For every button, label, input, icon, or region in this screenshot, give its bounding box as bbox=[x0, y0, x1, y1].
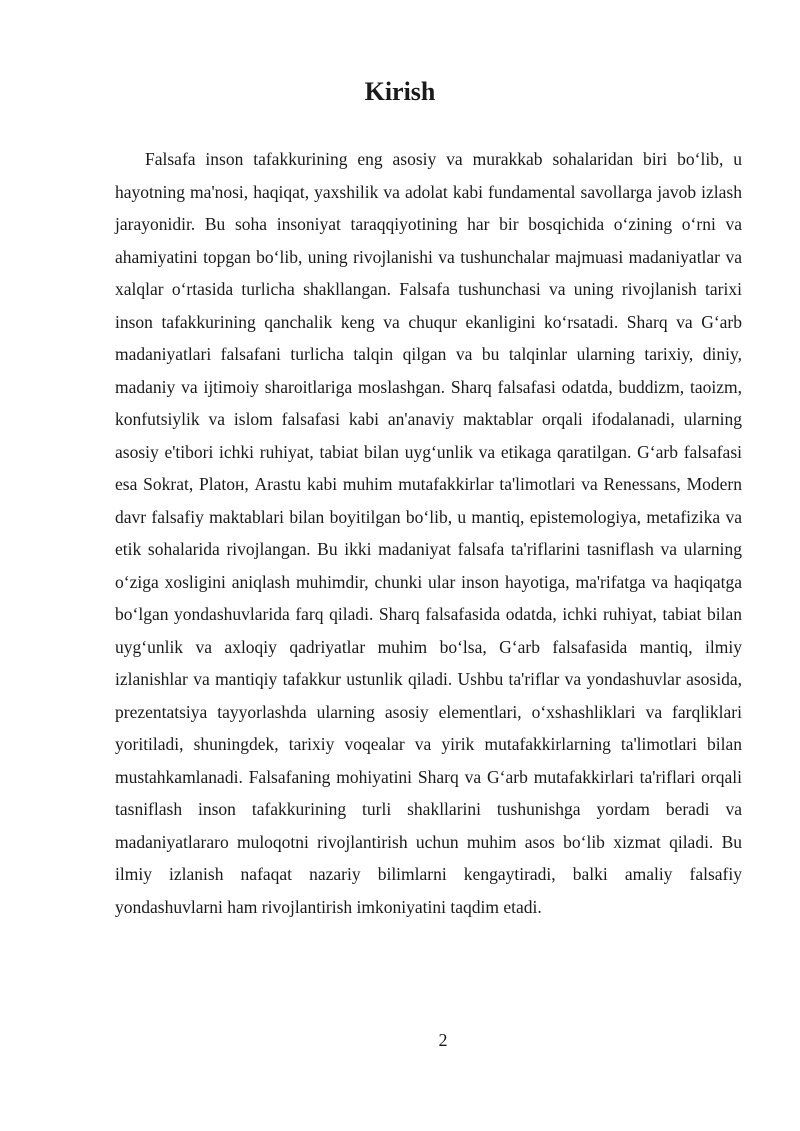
page-number: 2 bbox=[438, 1030, 448, 1050]
page-title: Kirish bbox=[364, 77, 436, 106]
body-paragraph: Falsafa inson tafakkurining eng asosiy va murakkab sohalaridan biri boʻlib, u hayotning ma'nosi, haqiqat, yaxshilik va adolat kabi fundamental savollarga javob izlash jarayonidir. Bu soha insoniyat taraqqiyotining har bir bosqichida oʻzining oʻrni va ahamiyatini topgan boʻlib, uning rivojlanishi va tushunchalar majmuasi madaniyatlar va xalqlar oʻrtasida turlicha shakllangan. Falsafa tushunchasi va uning rivojlanish tarixi inson tafakkurining qanchalik keng va chuqur ekanligini koʻrsatadi. Sharq va Gʻarb madaniyatlari falsafani turlicha talqin qilgan va bu talqinlar ularning tarixiy, diniy, madaniy va ijtimoiy sharoitlariga moslashgan. Sharq falsafasi odatda, buddizm, taoizm, konfutsiylik va islom falsafasi kabi an'anaviy maktablar orqali ifodalanadi, ularning asosiy e'tibori ichki ruhiyat, tabiat bilan uygʻunlik va etikaga qaratilgan. Gʻarb falsafasi esa Sokrat, Platoн, Arastu kabi muhim mutafakkirlar ta'limotlari va Renessans, Modern davr falsafiy maktablari bilan boyitilgan boʻlib, u mantiq, epistemologiya, metafizika va etik sohalarida rivojlangan. Bu ikki madaniyat falsafa ta'riflarini tasniflash va ularning oʻziga xosligini aniqlash muhimdir, chunki ular inson hayotiga, ma'rifatga va haqiqatga boʻlgan yondashuvlarida farq qiladi. Sharq falsafasida odatda, ichki ruhiyat, tabiat bilan uygʻunlik va axloqiy qadriyatlar muhim boʻlsa, Gʻarb falsafasida mantiq, ilmiy izlanishlar va mantiqiy tafakkur ustunlik qiladi. Ushbu ta'riflar va yondashuvlar asosida, prezentatsiya tayyorlashda ularning asosiy elementlari, oʻxshashliklari va farqliklari yoritiladi, shuningdek, tarixiy voqealar va yirik mutafakkirlarning ta'limotlari bilan mustahkamlanadi. Falsafaning mohiyatini Sharq va Gʻarb mutafakkirlari ta'riflari orqali tasniflash inson tafakkurining turli shakllarini tushunishga yordam beradi va madaniyatlararo muloqotni rivojlantirish uchun muhim asos boʻlib xizmat qiladi. Bu ilmiy izlanish nafaqat nazariy bilimlarni kengaytiradi, balki amaliy falsafiy yondashuvlarni ham rivojlantirish imkoniyatini taqdim etadi. bbox=[115, 149, 742, 917]
